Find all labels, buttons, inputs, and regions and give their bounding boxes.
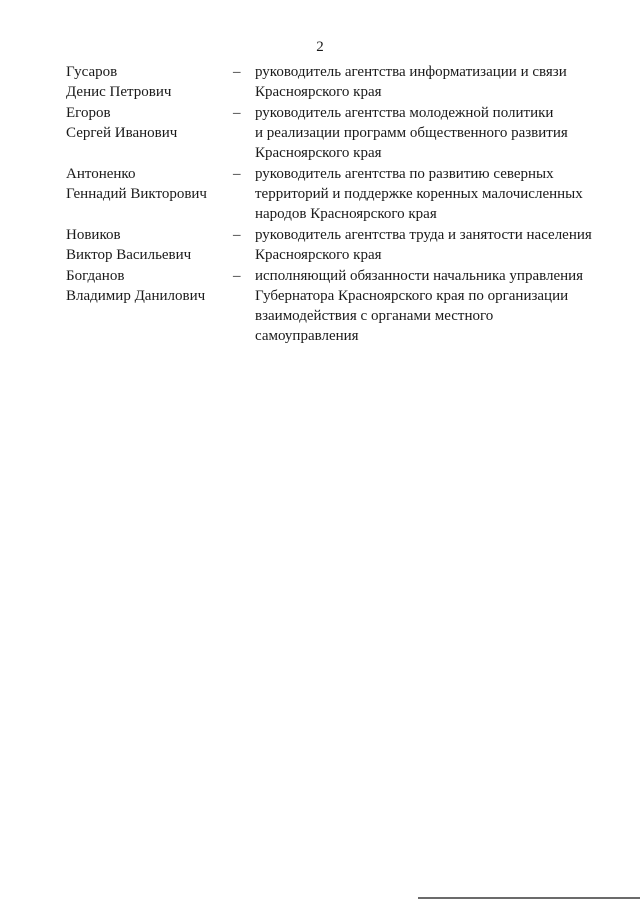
member-given-names: Сергей Иванович — [66, 125, 178, 141]
member-name — [66, 266, 231, 306]
member-given-names: Владимир Данилович — [66, 288, 206, 304]
member-name — [66, 103, 231, 143]
member-given-names: Денис Петрович — [66, 84, 172, 100]
member-dash: – — [233, 105, 241, 121]
member-entry — [66, 62, 596, 103]
member-dash: – — [233, 227, 241, 243]
member-role: руководитель агентства по развитию северных территорий и поддержке коренных малочисленных народов Красноярского края — [255, 166, 583, 222]
member-name — [66, 225, 231, 265]
member-surname: Антоненко — [66, 166, 136, 182]
member-entry — [66, 225, 596, 266]
member-dash: – — [233, 268, 241, 284]
member-dash: – — [233, 64, 241, 80]
member-role: руководитель агентства молодежной политики и реализации программ общественного развития Красноярского края — [255, 105, 568, 161]
member-entry — [66, 164, 596, 225]
member-given-names: Виктор Васильевич — [66, 247, 192, 263]
member-entry — [66, 103, 596, 164]
member-surname: Богданов — [66, 268, 125, 284]
member-surname: Егоров — [66, 105, 111, 121]
member-surname: Гусаров — [66, 64, 118, 80]
page-number: 2 — [316, 39, 324, 55]
members-list — [66, 62, 596, 346]
member-name — [66, 62, 231, 102]
member-name — [66, 164, 231, 204]
footer-rule — [418, 897, 640, 899]
member-surname: Новиков — [66, 227, 121, 243]
member-entry — [66, 266, 596, 346]
member-role: руководитель агентства информатизации и связи Красноярского края — [255, 64, 567, 100]
member-role: руководитель агентства труда и занятости населения Красноярского края — [255, 227, 592, 263]
member-given-names: Геннадий Викторович — [66, 186, 207, 202]
member-dash: – — [233, 166, 241, 182]
member-role: исполняющий обязанности начальника управления Губернатора Красноярского края по организации взаимодействия с органами местного самоуправления — [255, 268, 584, 344]
